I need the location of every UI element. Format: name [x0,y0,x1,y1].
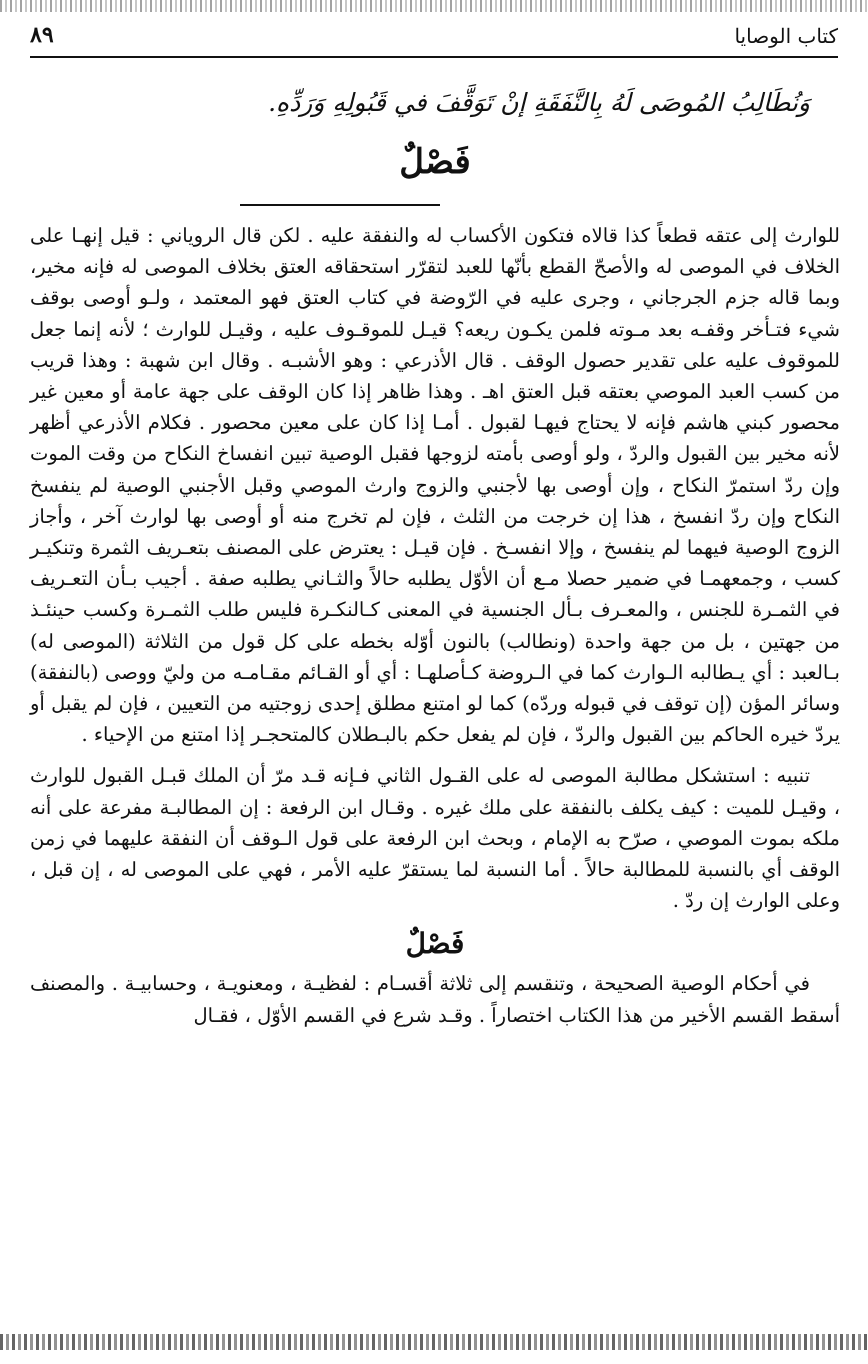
page-content [30,70,840,1031]
bottom-ornament-border [0,1334,868,1350]
page-number: ٨٩ [30,22,54,48]
separator-rule [240,204,440,206]
top-ornament-border [0,0,868,12]
section-heading: فَصْلٌ [399,142,471,182]
section-heading-2: فَصْلٌ [405,927,465,961]
intro-paragraph: في أحكام الوصية الصحيحة ، وتنقسم إلى ثلاثة أقسـام : لفظيـة ، ومعنويـة ، وحسابيـة . والمصنف أسقط القسم الأخير من هذا الكتاب اختصاراً . وقـد شرع في القسم الأوّل ، فقـال [30,972,840,1027]
matn-text: وَنُطَالِبُ المُوصَى لَهُ بِالنَّفَقَةِ إنْ تَوَقَّفَ في قَبُولِهِ وَرَدِّهِ. [268,88,810,117]
note-paragraph: تنبيه : استشكل مطالبة الموصى له على القـول الثاني فـإنه قـد مرّ أن الملك قبـل القبول للوارث ، وقيـل للميت : كيف يكلف بالنفقة على ملك غيره . وقـال ابن الرفعة : إن المطالبـة مفرعة على أنه ملكه بموت الموصي ، صرّح به الإمام ، وبحث ابن الرفعة على قول الـوقف أن النفقة عليهما في زمن الوقف أي بالنسبة للمطالبة حالاً . أما النسبة لما يستقرّ عليه الأمر ، فهي على الموصى له ، إن قبل ، وعلى الوارث إن ردّ . [30,764,840,913]
page-header [30,22,838,58]
commentary-paragraph: للوارث إلى عتقه قطعاً كذا قالاه فتكون الأكساب له والنفقة عليه . لكن قال الروياني : قيل إنهـا على الخلاف في الموصى له والأصحّ القطع بأنّها للعبد لتقرّر استحقاقه العتق بخلاف الموصى له فإنه مخير، وبما قاله جزم الجرجاني ، وجرى عليه في الرّوضة في كتاب العتق فهو المعتمد ، ولـو أوصى بوقف شيء فتـأخر وقفـه بعد مـوته فلمن يكـون ريعه؟ قيـل للموقـوف عليه ، وقيـل للوارث ؛ لأنه إنما جعل للموقوف عليه على تقدير حصول الوقف . قال الأذرعي : وهو الأشبـه . وقال ابن شهبة : وهذا قريب من كسب العبد الموصي بعتقه قبل العتق اهـ . وهذا ظاهر إذا كان الوقف على جهة عامة أو معين غير محصور كبني هاشم فإنه لا يحتاج فيهـا لقبول . أمـا إذا كان على معين محصور . فكلام الأذرعي أظهر لأنه مخير بين القبول والردّ ، ولو أوصى بأمته لزوجها فقبل الوصية تبين انفساخ النكاح من وقت الموت وإن ردّ استمرّ النكاح ، وإن أوصى بها لأجنبي والزوج وارث الموصي وقبل الأجنبي الوصية لم ينفسخ النكاح وإن ردّ انفسخ ، هذا إن خرجت من الثلث ، فإن لم تخرج منه أو أوصى بها لوارث آخر ، وأجاز الزوج الوصية فيهما لم ينفسخ ، وإلا انفسـخ . فإن قيـل : يعترض على المصنف بتعـريف الثمرة وتنكيـر كسب ، وجمعهمـا في ضمير حصلا مـع أن الأوّل يطلبه حالاً والثـاني يطلبه صفة . أجيب بـأن التعـريف في الثمـرة للجنس ، والمعـرف بـأل الجنسية في المعنى كـالنكـرة فليس طلب الثمـرة وكسب حينئـذ من جهتين ، بل من جهة واحدة (ونطالب) بالنون أوّله بخطه على كل قول من الثلاثة (الموصى له) بـالعبد : أي يـطالبه الـوارث كما في الـروضة كـأصلهـا : أي أو القـائم مقـامـه من وليّ ووصى (بالنفقة) وسائر المؤن (إن توقف في قبوله وردّه) كما لو امتنع مطلق إحدى زوجتيه من التعيين ، فإن لم يقبل أو يردّ خيره الحاكم بين القبول والردّ ، فإن لم يفعل حكم بالبـطلان كالمتحجـر إذا امتنع من الإحياء . [30,224,840,747]
running-title: كتاب الوصايا [734,24,838,48]
